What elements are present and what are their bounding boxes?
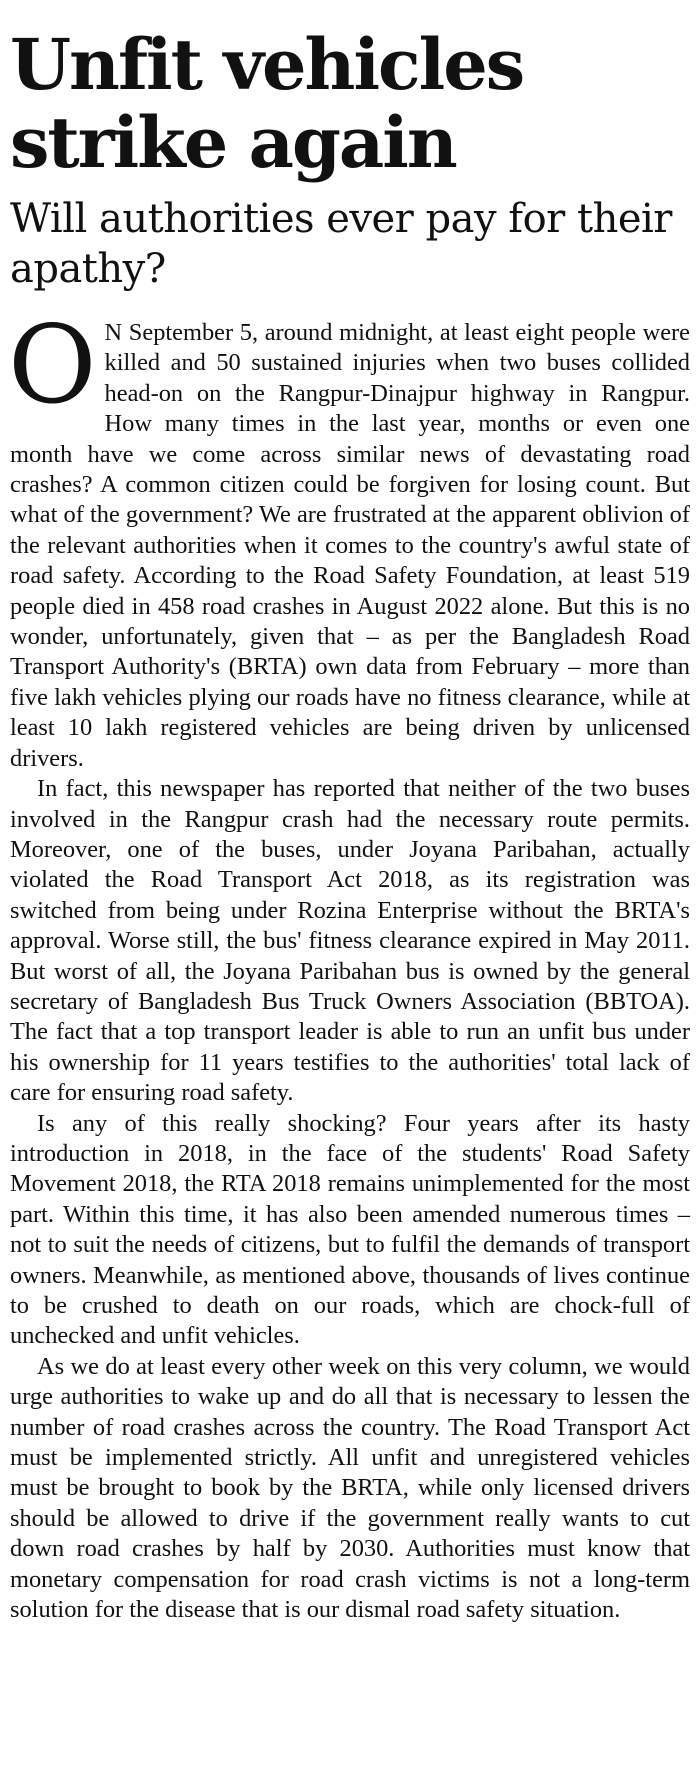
drop-cap-letter: O	[8, 303, 97, 428]
article-paragraph-4: As we do at least every other week on this very column, we would urge authorities to wake up and do all that is necessary to lessen the number of road crashes across the country. The Road Transport Act must be implemented strictly. All unfit and unregistered vehicles must be brought to book by the BRTA, while only licensed drivers should be allowed to drive if the government really wants to cut down road crashes by half by 2030. Authorities must know that monetary compensation for road crash victims is not a long-term solution for the disease that is our dismal road safety situation.	[10, 1352, 690, 1624]
article-headline: Unfit vehicles strike again	[10, 23, 524, 184]
article-paragraph-3: Is any of this really shocking? Four years after its hasty introduction in 2018, in the face of the students' Road Safety Movement 2018, the RTA 2018 remains unimplemented for the most part. Within this time, it has also been amended numerous times – not to suit the needs of citizens, but to fulfil the demands of transport owners. Meanwhile, as mentioned above, thousands of lives continue to be crushed to death on our roads, which are chock-full of unchecked and unfit vehicles.	[10, 1109, 690, 1350]
article-subheadline: Will authorities ever pay for their apathy?	[10, 196, 672, 292]
article-paragraph-2: In fact, this newspaper has reported that neither of the two buses involved in the Rangpur crash had the necessary route permits. Moreover, one of the buses, under Joyana Paribahan, actually violated the Road Transport Act 2018, as its registration was switched from being under Rozina Enterprise without the BRTA's approval. Worse still, the bus' fitness clearance expired in May 2011. But worst of all, the Joyana Paribahan bus is owned by the general secretary of Bangladesh Bus Truck Owners Association (BBTOA). The fact that a top transport leader is able to run an unfit bus under his ownership for 11 years testifies to the authorities' total lack of care for ensuring road safety.	[10, 775, 690, 1107]
editorial-article	[10, 0, 690, 1625]
paragraph-1-text: N September 5, around midnight, at least eight people were killed and 50 sustained injuries when two buses collided head-on on the Rangpur-Dinajpur highway in Rangpur. How many times in the last year, months or even one month have we come across similar news of devastating road crashes? A common citizen could be forgiven for losing count. But what of the government? We are frustrated at the apparent oblivion of the relevant authorities when it comes to the country's awful state of road safety. According to the Road Safety Foundation, at least 519 people died in 458 road crashes in August 2022 alone. But this is no wonder, unfortunately, given that – as per the Bangladesh Road Transport Authority's (BRTA) own data from February – more than five lakh vehicles plying our roads have no fitness clearance, while at least 10 lakh registered vehicles are being driven by unlicensed drivers.	[10, 319, 690, 772]
article-body	[8, 303, 690, 1625]
article-paragraph-1	[8, 303, 690, 774]
